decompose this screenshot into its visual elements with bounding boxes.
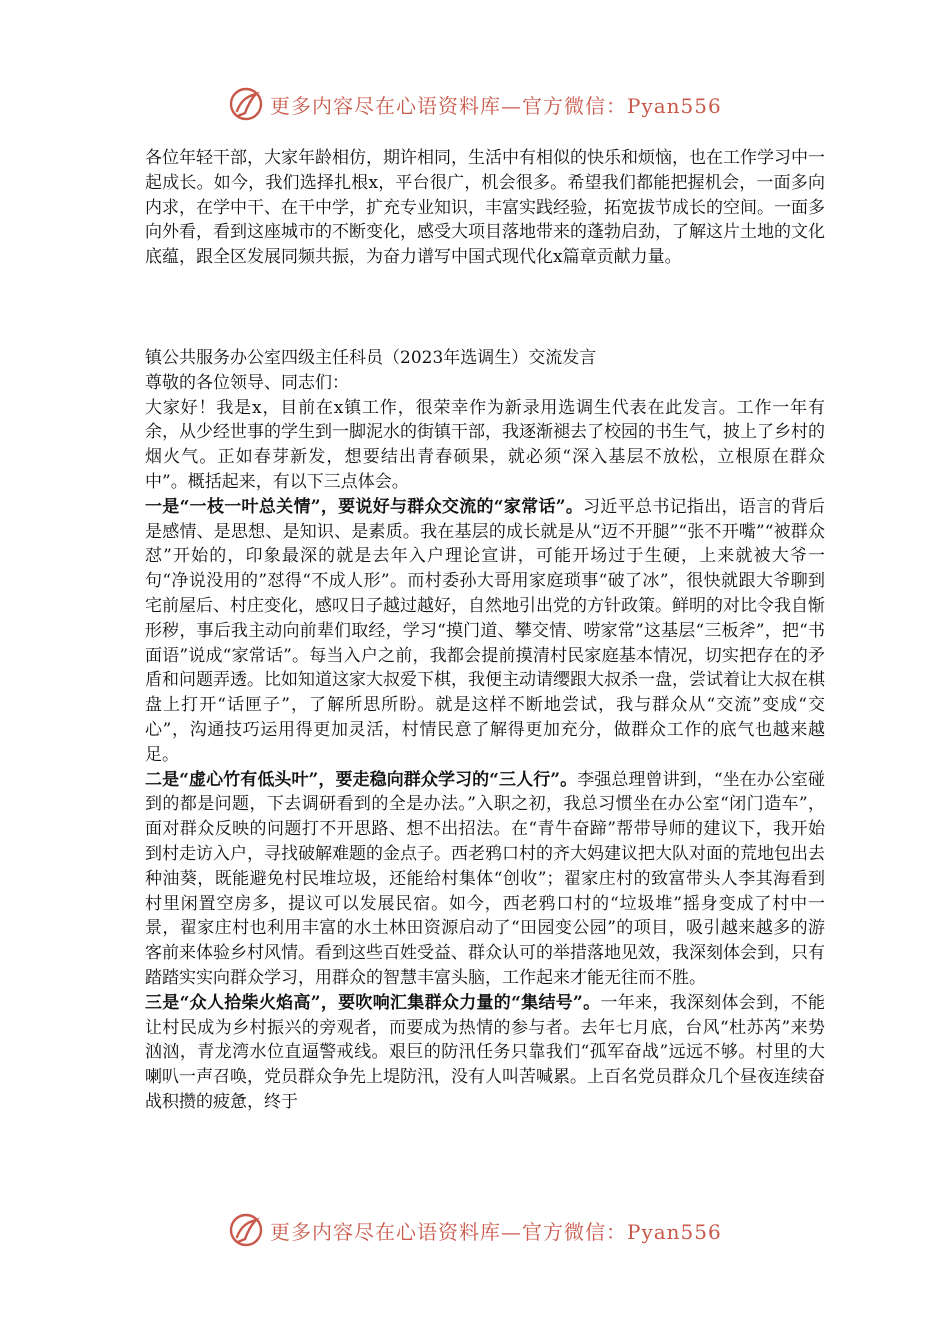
watermark-text: 更多内容尽在心语资料库—官方微信：Pyan556 bbox=[270, 93, 722, 118]
watermark-text: 更多内容尽在心语资料库—官方微信：Pyan556 bbox=[270, 1219, 722, 1244]
point-body-3: 一年来，我深刻体会到，不能让村民成为乡村振兴的旁观者，而要成为热情的参与者。去年七月底，台风“杜苏芮”来势汹汹，青龙湾水位直逼警戒线。艰巨的防汛任务只靠我们“孤军奋战”远远不够。村里的大喇叭一声召唤，党员群众争先上堤防汛，没有人叫苦喊累。上百名党员群众几个昼夜连续奋战积攒的疲惫，终于 bbox=[145, 992, 825, 1112]
logo-icon bbox=[228, 1212, 264, 1248]
watermark-banner-top bbox=[228, 86, 722, 122]
point-heading-2: 二是“虚心竹有低头叶”，要走稳向群众学习的“三人行”。 bbox=[145, 769, 578, 790]
point-heading-1: 一是“一枝一叶总关情”，要说好与群众交流的“家常话”。 bbox=[145, 496, 584, 517]
point-paragraph-3 bbox=[145, 991, 825, 1115]
point-heading-3: 三是“众人拾柴火焰高”，要吹响汇集群众力量的“集结号”。 bbox=[145, 992, 601, 1013]
speech-section bbox=[145, 346, 825, 1115]
point-body-2: 李强总理曾讲到，“坐在办公室碰到的都是问题，下去调研看到的全是办法。”入职之初，我总习惯坐在办公室“闭门造车”，面对群众反映的问题打不开思路、想不出招法。在“青牛奋蹄”帮带导师的建议下，我开始到村走访入户，寻找破解难题的金点子。西老鸦口村的齐大妈建议把大队对面的荒地包出去种油葵，既能避免村民堆垃圾，还能给村集体“创收”；翟家庄村的致富带头人李其海看到村里闲置空房多，提议可以发展民宿。如今，西老鸦口村的“垃圾堆”摇身变成了村中一景，翟家庄村也利用丰富的水土林田资源启动了“田园变公园”的项目，吸引越来越多的游客前来体验乡村风情。看到这些百姓受益、群众认可的举措落地见效，我深刻体会到，只有踏踏实实向群众学习，用群众的智慧丰富头脑，工作起来才能无往而不胜。 bbox=[145, 769, 825, 988]
point-paragraph-1 bbox=[145, 495, 825, 768]
speech-opening: 大家好！我是x，目前在x镇工作，很荣幸作为新录用选调生代表在此发言。工作一年有余，从少经世事的学生到一脚泥水的街镇干部，我逐渐褪去了校园的书生气，披上了乡村的烟火气。正如春芽新发，想要结出青春硕果，就必须“深入基层不放松，立根原在群众中”。概括起来，有以下三点体会。 bbox=[145, 397, 825, 492]
logo-icon bbox=[228, 86, 264, 122]
intro-section bbox=[145, 146, 825, 270]
point-body-1: 习近平总书记指出，语言的背后是感情、是思想、是知识、是素质。我在基层的成长就是从“迈不开腿”“张不开嘴”“被群众怼”开始的，印象最深的就是去年入户理论宣讲，可能开场过于生硬，上来就被大爷一句“净说没用的”怼得“不成人形”。而村委孙大哥用家庭琐事“破了冰”，很快就跟大爷聊到宅前屋后、村庄变化，感叹日子越过越好，自然地引出党的方针政策。鲜明的对比令我自惭形秽，事后我主动向前辈们取经，学习“摸门道、攀交情、唠家常”这基层“三板斧”，把“书面语”说成“家常话”。每当入户之前，我都会提前摸清村民家庭基本情况，切实把存在的矛盾和问题弄透。比如知道这家大叔爱下棋，我便主动请缨跟大叔杀一盘，尝试着让大叔在棋盘上打开“话匣子”，了解所思所盼。就是这样不断地尝试，我与群众从“交流”变成“交心”，沟通技巧运用得更加灵活，村情民意了解得更加充分，做群众工作的底气也越来越足。 bbox=[145, 496, 825, 765]
watermark-banner-bottom bbox=[228, 1212, 722, 1248]
point-paragraph-2 bbox=[145, 768, 825, 991]
speech-salutation: 尊敬的各位领导、同志们： bbox=[145, 372, 349, 393]
intro-paragraph: 各位年轻干部，大家年龄相仿，期许相同，生活中有相似的快乐和烦恼，也在工作学习中一起成长。如今，我们选择扎根x，平台很广，机会很多。希望我们都能把握机会，一面多向内求，在学中干、在干中学，扩充专业知识，丰富实践经验，拓宽拔节成长的空间。一面多向外看，看到这座城市的不断变化，感受大项目落地带来的蓬勃启劲，了解这片土地的文化底蕴，跟全区发展同频共振，为奋力谱写中国式现代化x篇章贡献力量。 bbox=[145, 148, 825, 268]
speech-title: 镇公共服务办公室四级主任科员（2023年选调生）交流发言 bbox=[145, 348, 597, 368]
